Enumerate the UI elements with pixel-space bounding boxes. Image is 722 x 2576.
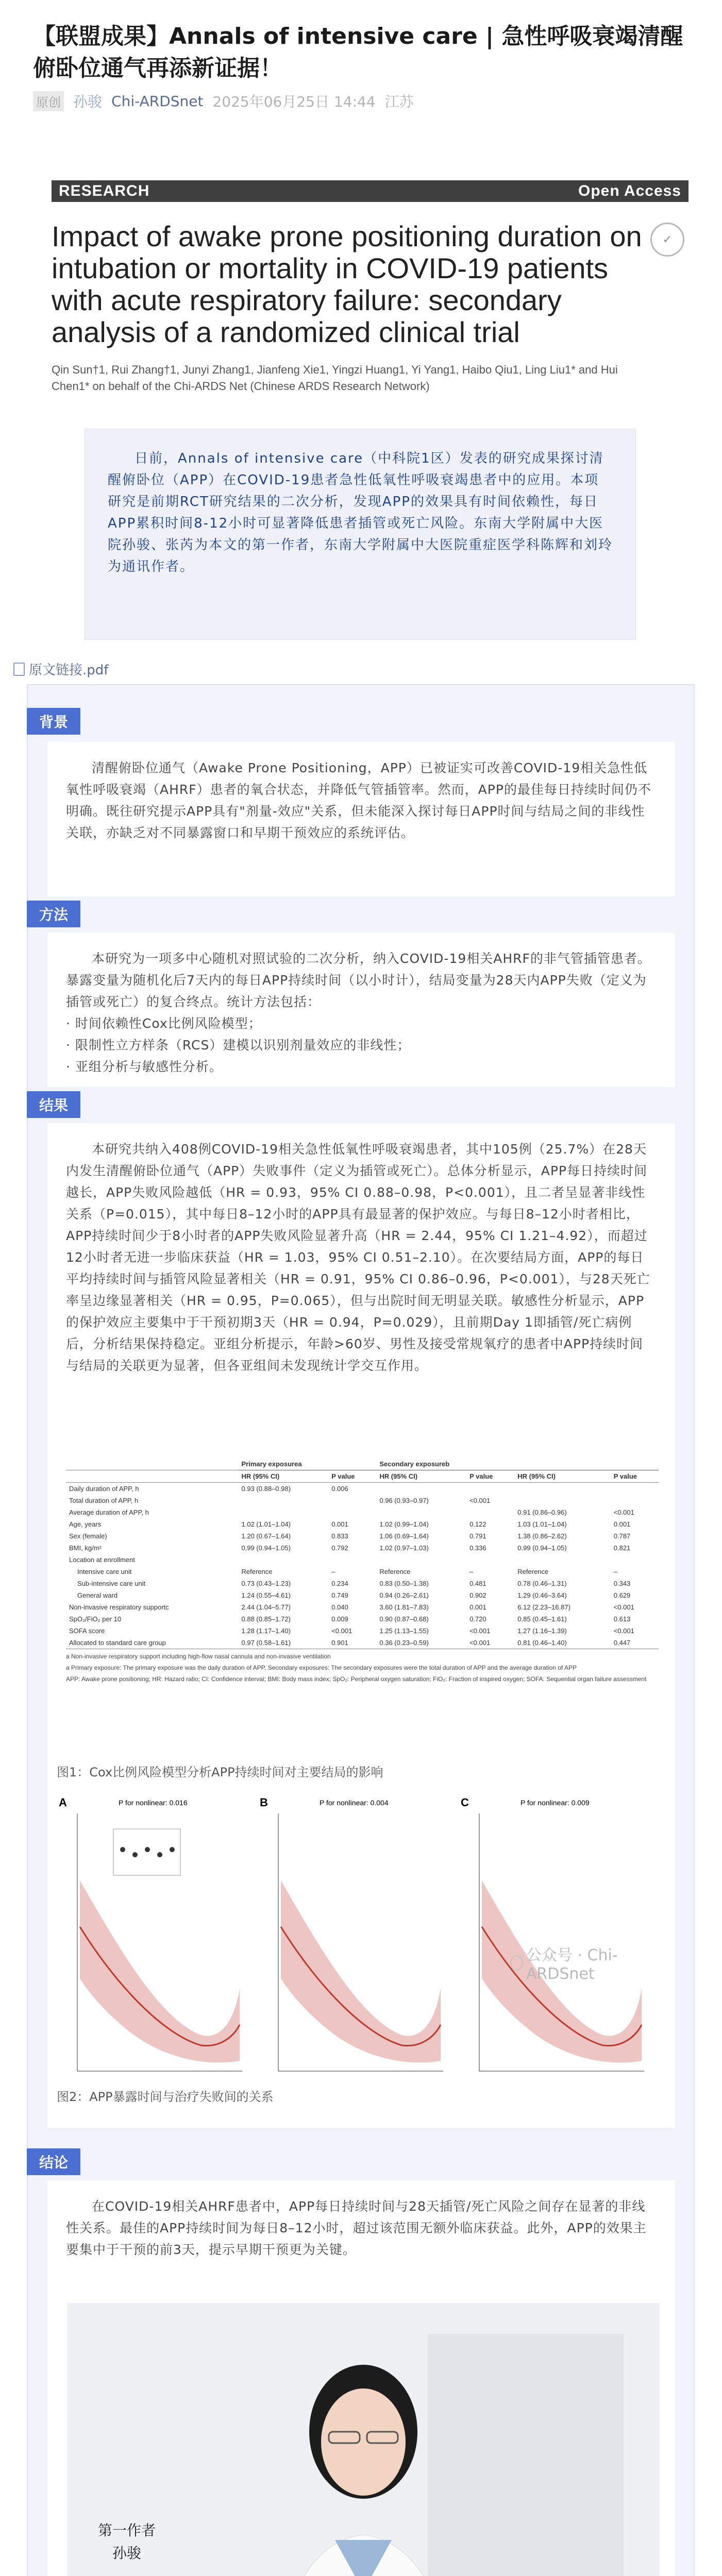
table-cell: 0.234: [331, 1580, 348, 1587]
table-cell: 0.94 (0.26–2.61): [379, 1591, 429, 1599]
figure-caption: 图2：APP暴露时间与治疗失败间的关系: [57, 2090, 274, 2104]
table-cell: [239, 1506, 329, 1518]
table-cell: 1.27 (1.16–1.39): [517, 1627, 567, 1635]
rcs-panel: [59, 1796, 242, 2071]
figure-watermark-text: 公众号 · Chi-ARDSnet: [526, 1946, 618, 1983]
table-cell: 0.613: [613, 1615, 631, 1623]
table-header-p: P value: [611, 1470, 659, 1483]
table-row: [66, 1518, 659, 1530]
table-cell: [611, 1495, 659, 1506]
table-cell: 3.60 (1.81–7.83): [379, 1603, 429, 1611]
table-cell-label: Location at enrollment: [69, 1556, 135, 1564]
table-cell: [466, 1506, 514, 1518]
inset-point: [145, 1847, 150, 1852]
table-header-blank: [66, 1458, 239, 1470]
table-cell: 0.99 (0.94–1.05): [517, 1544, 567, 1552]
table-header-p: P value: [466, 1470, 514, 1483]
table-row: [66, 1554, 659, 1566]
table-cell-label: Daily duration of APP, h: [69, 1485, 139, 1493]
table-cell: 0.040: [331, 1603, 348, 1611]
section-tag-results: 结果: [27, 1091, 80, 1118]
table-cell: 1.02 (0.97–1.03): [379, 1544, 429, 1552]
author-name: 孙骏: [73, 93, 103, 110]
panel-label: C: [461, 1796, 469, 1809]
table-row: [66, 1625, 659, 1637]
table-cell: 0.73 (0.43–1.23): [241, 1580, 291, 1587]
table-cell: –: [613, 1568, 617, 1575]
table-cell: 1.02 (1.01–1.04): [241, 1520, 291, 1528]
publish-date: 2025年06月25日 14:44: [212, 93, 376, 110]
confidence-band: [281, 1880, 441, 2062]
table-cell: Reference: [241, 1568, 273, 1575]
original-badge: 原创: [33, 91, 64, 111]
table-cell: 1.06 (0.69–1.64): [379, 1532, 429, 1540]
methods-item: · 限制性立方样条（RCS）建模以识别剂量效应的非线性；: [66, 1038, 411, 1053]
table-cell: [376, 1506, 466, 1518]
table-row: [66, 1566, 659, 1578]
table-cell: 0.902: [469, 1591, 486, 1599]
table-row: [66, 1601, 659, 1613]
table-cell: 0.81 (0.46–1.40): [514, 1637, 610, 1649]
panel-pvalue: P for nonlinear: 0.004: [320, 1799, 389, 1807]
table-header-primary: Primary exposurea: [239, 1458, 377, 1470]
table-cell: 0.36 (0.23–0.59): [376, 1637, 466, 1649]
table-cell: <0.001: [613, 1627, 634, 1635]
table-header-hr: HR (95% CI): [514, 1470, 610, 1483]
table-row: [66, 1542, 659, 1554]
table-row: [66, 1637, 659, 1649]
table-cell: 0.833: [331, 1532, 348, 1540]
rcs-panel: [260, 1796, 443, 2071]
table-cell: 0.001: [469, 1603, 486, 1611]
table-cell-label: Non-invasive respiratory supportc: [69, 1603, 169, 1611]
table-cell: 1.38 (0.86–2.62): [517, 1532, 567, 1540]
cox-table: [66, 1458, 659, 1683]
table-cell: Reference: [379, 1568, 411, 1575]
table-cell-label: Sub-intensive care unit: [77, 1580, 146, 1587]
section-tag-conclusion: 结论: [27, 2148, 80, 2175]
table-cell: 0.93 (0.88–0.98): [241, 1485, 291, 1493]
methods-item: · 亚组分析与敏感性分析。: [66, 1059, 223, 1074]
table-header-hr: HR (95% CI): [239, 1470, 329, 1483]
table-cell: 0.122: [469, 1520, 486, 1528]
table-row: [66, 1506, 659, 1518]
table-cell: 1.28 (1.17–1.40): [241, 1627, 291, 1635]
panel-label: B: [260, 1796, 268, 1809]
table-cell: 1.25 (1.13–1.55): [379, 1627, 429, 1635]
table-row: [66, 1483, 659, 1495]
table-row: [66, 1530, 659, 1542]
article-meta: [33, 91, 414, 111]
table-cell: 0.336: [469, 1544, 486, 1552]
table-cell: –: [331, 1568, 335, 1575]
table-cell-label: Sex (female): [69, 1532, 107, 1540]
background-card: [47, 742, 675, 896]
table-cell: 0.001: [613, 1520, 631, 1528]
table-cell: <0.001: [466, 1637, 514, 1649]
table-cell-label: Average duration of APP, h: [69, 1509, 149, 1516]
table-note: a Primary exposure: The primary exposure was the daily duration of APP. Secondary exposures: The secondary exposures were the total duration of APP and the average duration of APP: [66, 1664, 577, 1671]
rcs-panel: [461, 1796, 644, 2071]
summary-text: 日前，Annals of intensive care（中科院1区）发表的研究成果探讨清醒俯卧位（APP）在COVID-19患者急性低氧性呼吸衰竭患者中的应用。本项研究是前期RCT研究结果的二次分析，发现APP的效果具有时间依赖性，每日APP累积时间8-12小时可显著降低患者插管或死亡风险。东南大学附属中大医院孙骏、张芮为本文的第一作者，东南大学附属中大医院重症医学科陈辉和刘玲为通讯作者。: [108, 451, 613, 574]
table-cell: [514, 1554, 610, 1566]
paper-header-image: [33, 120, 689, 650]
rcs-figure: [57, 1793, 654, 2102]
table-cell: <0.001: [469, 1497, 491, 1504]
inset-point: [170, 1847, 175, 1852]
pdf-link[interactable]: [13, 659, 108, 679]
table-cell: 0.901: [328, 1637, 376, 1649]
table-cell: 0.791: [469, 1532, 486, 1540]
author-role-title: 第一作者: [98, 2522, 156, 2539]
author-portrait: [67, 2303, 660, 2576]
table-cell: –: [469, 1568, 474, 1575]
author-photo: [67, 2303, 660, 2576]
table-cell: [611, 1483, 659, 1495]
table-header-hr: HR (95% CI): [376, 1470, 466, 1483]
table-cell-label: Allocated to standard care group: [66, 1637, 239, 1649]
table-cell: 0.97 (0.58–1.61): [239, 1637, 329, 1649]
table-cell-label: Age, years: [69, 1520, 102, 1528]
table-cell-label: General ward: [77, 1591, 118, 1599]
table-cell: 0.749: [331, 1591, 348, 1599]
table-cell: 0.629: [613, 1591, 631, 1599]
research-label: RESEARCH: [59, 182, 150, 199]
table-cell: 0.88 (0.85–1.72): [241, 1615, 291, 1623]
table-cell: [466, 1483, 514, 1495]
table-cell: 1.24 (0.55–4.61): [241, 1591, 291, 1599]
inset-point: [157, 1852, 162, 1857]
table-cell: Reference: [517, 1568, 549, 1575]
table-cell: [611, 1554, 659, 1566]
table-cell: 1.29 (0.46–3.64): [517, 1591, 567, 1599]
table-cell: 0.83 (0.50–1.38): [379, 1580, 429, 1587]
author-role: [98, 2519, 156, 2565]
conclusion-text: 在COVID-19相关AHRF患者中，APP每日持续时间与28天插管/死亡风险之间存在显著的非线性关系。最佳的APP持续时间为每日8–12小时，超过该范围无额外临床获益。此外，APP的效果主要集中于干预的前3天，提示早期干预更为关键。: [66, 2199, 647, 2257]
table-cell: 1.02 (0.99–1.04): [379, 1520, 429, 1528]
table-row: [66, 1578, 659, 1589]
table-caption: 图1：Cox比例风险模型分析APP持续时间对主要结局的影响: [57, 1765, 383, 1780]
panel-label: A: [59, 1796, 67, 1809]
table-row: [66, 1495, 659, 1506]
table-header-p: P value: [328, 1470, 376, 1483]
table-cell-label: SpO₂/FiO₂ per 10: [69, 1615, 122, 1623]
table-cell: [328, 1495, 376, 1506]
table-cell-label: Total duration of APP, h: [69, 1497, 139, 1504]
section-tag-methods: 方法: [27, 901, 80, 927]
table-cell: 0.481: [469, 1580, 486, 1587]
table-cell: 1.20 (0.67–1.64): [241, 1532, 291, 1540]
table-cell: <0.001: [613, 1509, 634, 1516]
inset-box: [113, 1829, 180, 1875]
table-cell: 0.90 (0.87–0.68): [379, 1615, 429, 1623]
methods-item: · 时间依赖性Cox比例风险模型；: [66, 1016, 262, 1031]
table-cell: 0.792: [331, 1544, 348, 1552]
inset-point: [132, 1852, 138, 1857]
table-note: a Non-invasive respiratory support including high-flow nasal cannula and non-invasive ventilation: [66, 1653, 331, 1660]
table-cell: 0.001: [331, 1520, 348, 1528]
table-header-secondary: Secondary exposureb: [376, 1458, 659, 1470]
author-role-name: 孙骏: [112, 2545, 142, 2562]
publish-location: 江苏: [384, 93, 414, 110]
methods-intro: 本研究为一项多中心随机对照试验的二次分析，纳入COVID-19相关AHRF的非气管插管患者。暴露变量为随机化后7天内的每日APP持续时间（以小时计），结局变量为28天内APP失败（定义为插管或死亡）的复合终点。统计方法包括：: [66, 951, 651, 1009]
paper-authors: Qin Sun†1, Rui Zhang†1, Junyi Zhang1, Jianfeng Xie1, Yingzi Huang1, Yi Yang1, Haibo Qiu1, Ling Liu1* and Hui Chen1* on behalf of the Chi-ARDS Net (Chinese ARDS Research Network): [52, 363, 618, 393]
account-link[interactable]: Chi-ARDSnet: [111, 92, 204, 110]
article-title: 【联盟成果】Annals of intensive care | 急性呼吸衰竭清醒俯卧位通气再添新证据！: [33, 23, 683, 81]
attachment-icon: [13, 663, 25, 676]
table-cell: [466, 1554, 514, 1566]
table-cell: 0.720: [469, 1615, 486, 1623]
table-cell: 0.96 (0.93–0.97): [379, 1497, 429, 1504]
panel-pvalue: P for nonlinear: 0.016: [119, 1799, 188, 1807]
wechat-icon: [510, 1955, 523, 1971]
figure-watermark: [510, 1942, 654, 1983]
methods-card: [47, 933, 675, 1087]
table-cell: [514, 1483, 610, 1495]
table-cell: 0.787: [613, 1532, 631, 1540]
table-cell: 0.78 (0.46–1.31): [517, 1580, 567, 1587]
crossmark-icon: ✓: [650, 223, 684, 257]
table-row: [66, 1613, 659, 1625]
table-cell: 0.343: [613, 1580, 631, 1587]
table-cell: <0.001: [469, 1627, 491, 1635]
table-cell: [239, 1495, 329, 1506]
table-note: APP: Awake prone positioning; HR: Hazard ratio; CI: Confidence interval; BMI: Body mass index; SpO₂: Peripheral oxygen saturation; FiO₂: Fraction of inspired oxygen; SOFA: Sequential organ failure assessment: [66, 1675, 647, 1683]
results-text: 本研究共纳入408例COVID-19相关急性低氧性呼吸衰竭患者，其中105例（25.7%）在28天内发生清醒俯卧位通气（APP）失败事件（定义为插管或死亡）。总体分析显示，APP每日持续时间越长，APP失败风险越低（HR = 0.93，95% CI 0.88–0.98，P<0.001），且二者呈显著非线性关系（P=0.015），其中每日8–12小时的APP具有最显著的保护效应。与每日8–12小时者相比，APP持续时间少于8小时者的APP失败风险显著升高（HR = 2.44，95% CI 1.21–4.92），而超过12小时者无进一步临床获益（HR = 1.03，95% CI 0.51–2.10）。在次要结局方面，APP的每日平均持续时间与插管风险显著相关（HR = 0.91，95% CI 0.86–0.96，P<0.001），与28天死亡率呈边缘显著相关（HR = 0.95，P=0.065），但与出院时间无明显关联。敏感性分析显示，APP的保护效应主要集中于干预初期3天（HR = 0.94，P=0.029），且前期Day 1即插管/死亡病例后，分析结果保持稳定。亚组分析提示，年龄>60岁、男性及接受常规氧疗的患者中APP持续时间与结局的关联更为显著，但各亚组间未发现统计学交互作用。: [66, 1142, 650, 1373]
confidence-band: [80, 1880, 240, 2062]
table-cell: 0.85 (0.45–1.61): [517, 1615, 567, 1623]
table-cell: 0.006: [331, 1485, 348, 1493]
table-cell: [376, 1483, 466, 1495]
table-cell: [239, 1554, 329, 1566]
paper-title: Impact of awake prone positioning duration on intubation or mortality in COVID-19 patients with acute respiratory failure: secondary analysis of a randomized clinical trial: [52, 220, 642, 348]
table-cell: 0.009: [331, 1615, 348, 1623]
table-header-var: [66, 1470, 239, 1483]
table-cell: 0.99 (0.94–1.05): [241, 1544, 291, 1552]
inset-point: [120, 1847, 125, 1852]
table-row: [66, 1589, 659, 1601]
table-cell-label: Intensive care unit: [77, 1568, 132, 1575]
section-tag-background: 背景: [27, 708, 80, 735]
table-cell: <0.001: [613, 1603, 634, 1611]
table-cell: 0.447: [611, 1637, 659, 1649]
table-cell: <0.001: [331, 1627, 352, 1635]
open-access-label: Open Access: [578, 182, 681, 199]
research-bar: [52, 180, 689, 202]
table-cell: [328, 1506, 376, 1518]
table-cell: [514, 1495, 610, 1506]
background-text: 清醒俯卧位通气（Awake Prone Positioning，APP）已被证实可改善COVID-19相关急性低氧性呼吸衰竭（AHRF）患者的氧合状态，并降低气管插管率。然而，APP的最佳每日持续时间仍不明确。既往研究提示APP具有"剂量-效应"关系，但未能深入探讨每日APP时间与结局之间的非线性关联，亦缺乏对不同暴露窗口和早期干预效应的系统评估。: [66, 760, 651, 840]
table-cell: [376, 1554, 466, 1566]
pdf-link-label: 原文链接.pdf: [29, 663, 109, 678]
table-cell: 1.03 (1.01–1.04): [517, 1520, 567, 1528]
table-cell: 2.44 (1.04–5.77): [241, 1603, 291, 1611]
table-cell: 0.821: [613, 1544, 631, 1552]
panel-pvalue: P for nonlinear: 0.009: [520, 1799, 590, 1807]
table-cell-label: BMI, kg/m²: [69, 1544, 102, 1552]
table-cell: 6.12 (2.23–16.87): [517, 1603, 570, 1611]
table-cell: [328, 1554, 376, 1566]
summary-box: [85, 429, 636, 640]
table-cell-label: SOFA score: [69, 1627, 105, 1635]
table-cell: 0.91 (0.86–0.96): [517, 1509, 567, 1516]
